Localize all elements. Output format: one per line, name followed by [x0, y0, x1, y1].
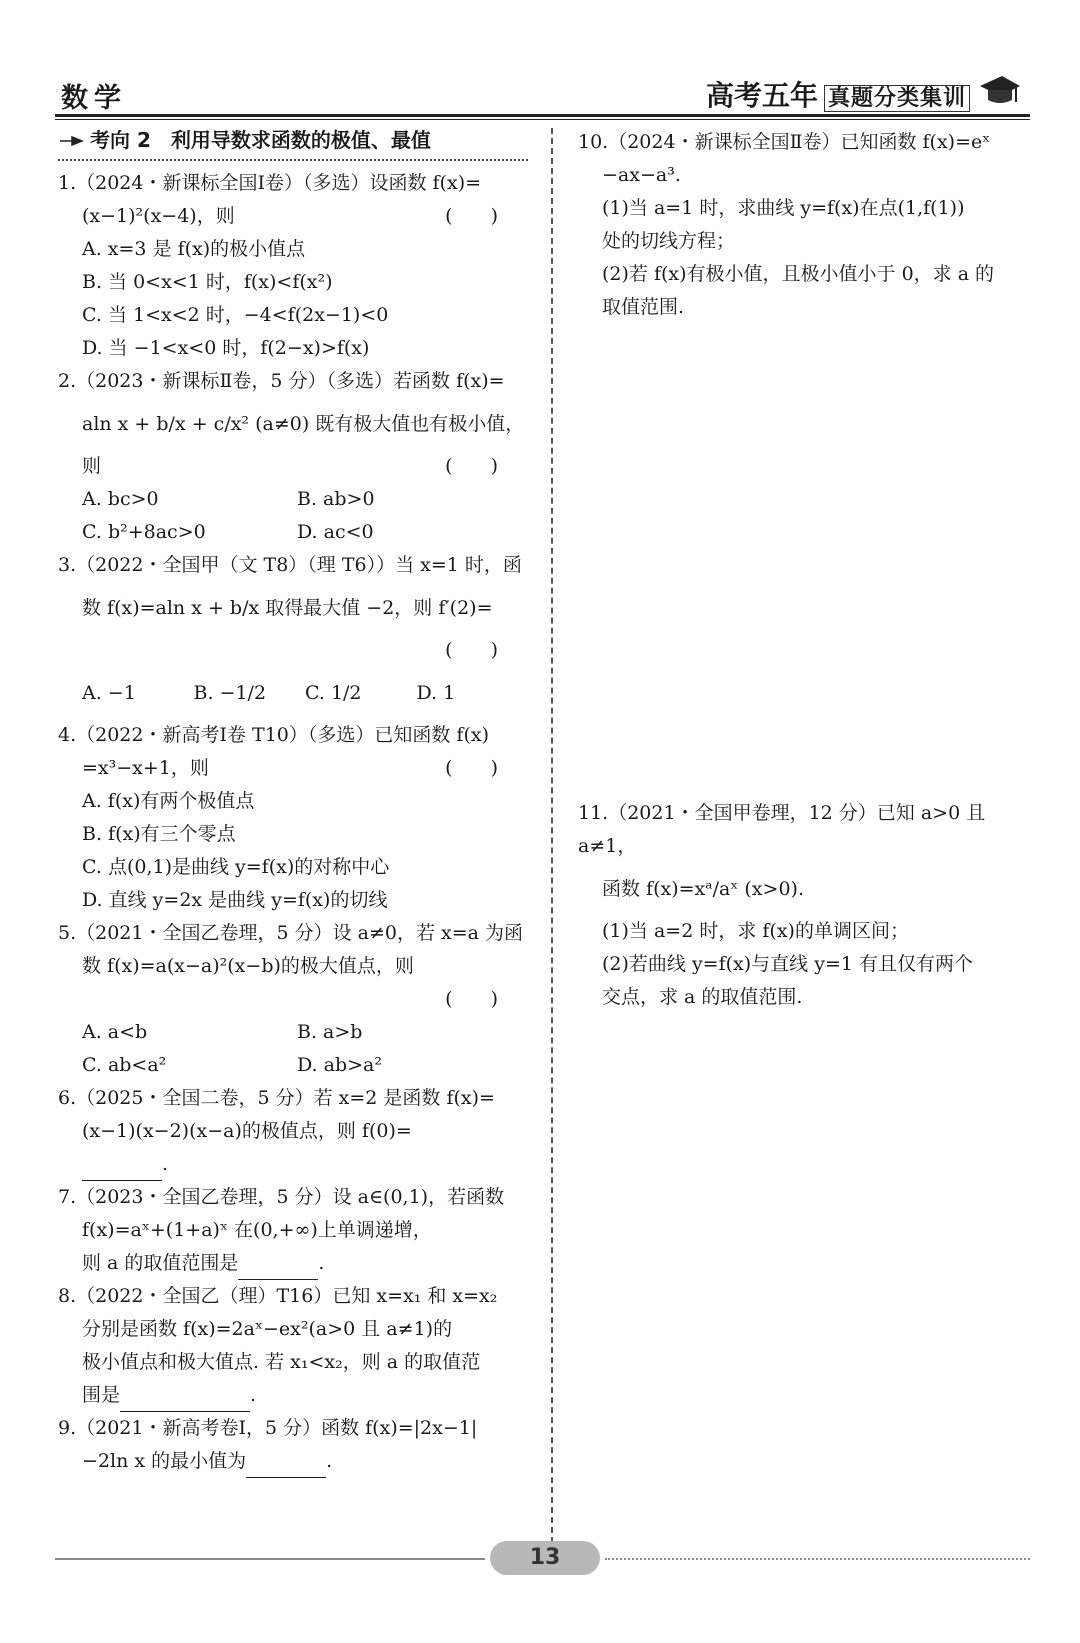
q4-option-b: B. f(x)有三个零点 [82, 823, 236, 845]
q9-line1: 9.（2021・新高考卷Ⅰ，5 分）函数 f(x)=|2x−1| [58, 1417, 478, 1439]
q6-line1: 6.（2025・全国二卷，5 分）若 x=2 是函数 f(x)= [58, 1087, 495, 1109]
q10-line3: (1)当 a=1 时，求曲线 y=f(x)在点(1,f(1)) [602, 197, 965, 219]
left-column [58, 124, 528, 1478]
q4-line2: =x³−x+1，则 [82, 757, 209, 779]
graduation-cap-icon [976, 72, 1022, 108]
question-7 [58, 1181, 528, 1280]
q8-line3: 极小值点和极大值点. 若 x₁<x₂，则 a 的取值范 [82, 1351, 481, 1373]
question-2 [58, 365, 528, 549]
q7-line1: 7.（2023・全国乙卷理，5 分）设 a∈(0,1)，若函数 [58, 1186, 505, 1208]
q3-option-a: A. −1 [82, 682, 136, 704]
q2-line3-row [58, 450, 528, 483]
right-column [578, 124, 1038, 1008]
q5-option-d: D. ab>a² [297, 1054, 382, 1076]
question-6 [58, 1082, 528, 1181]
series-subtitle: 真题分类集训 [824, 85, 970, 112]
question-10 [578, 126, 1038, 324]
answer-blank[interactable] [82, 1158, 162, 1181]
q6-line3: . [162, 1153, 169, 1175]
answer-paren: ( ) [445, 988, 498, 1010]
q3-option-b: B. −1/2 [193, 682, 267, 704]
q10-line1: 10.（2024・新课标全国Ⅱ卷）已知函数 f(x)=eˣ [578, 131, 991, 153]
q5-option-b: B. a>b [297, 1021, 363, 1043]
q1-option-d: D. 当 −1<x<0 时，f(2−x)>f(x) [82, 337, 370, 359]
q5-options-row1 [58, 1016, 528, 1049]
q8-line2: 分别是函数 f(x)=2aˣ−ex²(a>0 且 a≠1)的 [82, 1318, 453, 1340]
q1-line2: (x−1)²(x−4)，则 [82, 205, 235, 227]
q11-line4: (2)若曲线 y=f(x)与直线 y=1 有且仅有两个 [602, 953, 974, 975]
answer-blank[interactable] [120, 1389, 250, 1412]
footer-rule-left [55, 1558, 485, 1560]
header-rule-thick [55, 114, 1030, 117]
series-title-main: 高考五年 [705, 79, 818, 112]
page-number: 13 [490, 1541, 600, 1575]
q8-line4-row [58, 1379, 528, 1412]
q4-line1: 4.（2022・新高考Ⅰ卷 T10）（多选）已知函数 f(x) [58, 724, 489, 746]
question-9 [58, 1412, 528, 1478]
page-header [55, 72, 1030, 112]
section-heading [58, 124, 528, 161]
q4-option-a: A. f(x)有两个极值点 [82, 790, 255, 812]
q3-line2: 数 f(x)=aln x + b/x 取得最大值 −2，则 f′(2)= [82, 597, 493, 619]
question-11 [578, 797, 1038, 1014]
q8-line4: 围是 [82, 1384, 121, 1406]
q2-line3: 则 [82, 455, 102, 477]
answer-paren: ( ) [445, 205, 498, 227]
q7-line3-row [58, 1247, 528, 1280]
q10-line6: 取值范围. [602, 296, 685, 318]
q2-option-d: D. ac<0 [297, 521, 374, 543]
question-1 [58, 167, 528, 365]
q10-line2: −ax−a³. [602, 164, 681, 186]
q5-option-c: C. ab<a² [82, 1054, 167, 1076]
answer-paren: ( ) [445, 639, 498, 661]
question-3 [58, 549, 528, 719]
answer-paren: ( ) [445, 455, 498, 477]
q2-line1: 2.（2023・新课标Ⅱ卷，5 分）（多选）若函数 f(x)= [58, 370, 505, 392]
q2-option-b: B. ab>0 [297, 488, 375, 510]
q1-line1: 1.（2024・新课标全国Ⅰ卷）（多选）设函数 f(x)= [58, 172, 482, 194]
q2-option-a: A. bc>0 [82, 488, 159, 510]
q10-line4: 处的切线方程； [602, 230, 736, 252]
answer-paren: ( ) [445, 757, 498, 779]
q2-options-row1 [58, 483, 528, 516]
q9-line3: . [326, 1450, 333, 1472]
q4-option-d: D. 直线 y=2x 是曲线 y=f(x)的切线 [82, 889, 388, 911]
q5-line1: 5.（2021・全国乙卷理，5 分）设 a≠0，若 x=a 为函 [58, 922, 524, 944]
q11-line3: (1)当 a=2 时，求 f(x)的单调区间； [602, 920, 909, 942]
column-divider [551, 128, 553, 1573]
q2-options-row2 [58, 516, 528, 549]
q7-line3: 则 a 的取值范围是 [82, 1252, 239, 1274]
q1-line2-row [58, 200, 528, 233]
footer-rule-right [605, 1558, 1030, 1560]
q4-line2-row [58, 752, 528, 785]
q8-line5: . [250, 1384, 257, 1406]
q2-option-c: C. b²+8ac>0 [82, 521, 206, 543]
q7-line2: f(x)=aˣ+(1+a)ˣ 在(0,+∞)上单调递增， [82, 1219, 432, 1241]
q3-options-row [58, 667, 528, 719]
series-title [706, 74, 970, 114]
q6-line3-row [58, 1148, 528, 1181]
q9-line2: −2ln x 的最小值为 [82, 1450, 247, 1472]
pointing-hand-icon [58, 133, 84, 149]
q11-line2: 函数 f(x)=xᵃ/aˣ (x>0). [602, 878, 804, 900]
q7-line4: . [318, 1252, 325, 1274]
answer-blank[interactable] [246, 1455, 326, 1478]
q5-option-a: A. a<b [82, 1021, 148, 1043]
question-5 [58, 917, 528, 1082]
q1-option-c: C. 当 1<x<2 时，−4<f(2x−1)<0 [82, 304, 389, 326]
question-4 [58, 719, 528, 917]
q1-option-a: A. x=3 是 f(x)的极小值点 [82, 238, 306, 260]
q3-option-d: D. 1 [416, 682, 456, 704]
q6-line2: (x−1)(x−2)(x−a)的极值点，则 f(0)= [82, 1120, 412, 1142]
q3-option-c: C. 1/2 [305, 682, 362, 704]
question-8 [58, 1280, 528, 1412]
q5-options-row2 [58, 1049, 528, 1082]
q9-line2-row [58, 1445, 528, 1478]
q5-line2: 数 f(x)=a(x−a)²(x−b)的极大值点，则 [82, 955, 414, 977]
answer-blank[interactable] [238, 1257, 318, 1280]
q2-line2: aln x + b/x + c/x² (a≠0) 既有极大值也有极小值， [82, 413, 525, 435]
subject-label: 数学 [61, 83, 127, 114]
section-title: 考向 2 利用导数求函数的极值、最值 [90, 128, 431, 152]
q11-line5: 交点，求 a 的取值范围. [602, 986, 803, 1008]
q11-line1: 11.（2021・全国甲卷理，12 分）已知 a>0 且 a≠1， [578, 802, 986, 857]
q1-option-b: B. 当 0<x<1 时，f(x)<f(x²) [82, 271, 333, 293]
q8-line1: 8.（2022・全国乙（理）T16）已知 x=x₁ 和 x=x₂ [58, 1285, 498, 1307]
header-rule-thin [55, 119, 1030, 120]
q4-option-c: C. 点(0,1)是曲线 y=f(x)的对称中心 [82, 856, 390, 878]
q10-line5: (2)若 f(x)有极小值，且极小值小于 0，求 a 的 [602, 263, 995, 285]
q3-line1: 3.（2022・全国甲（文 T8）（理 T6））当 x=1 时，函 [58, 554, 522, 576]
